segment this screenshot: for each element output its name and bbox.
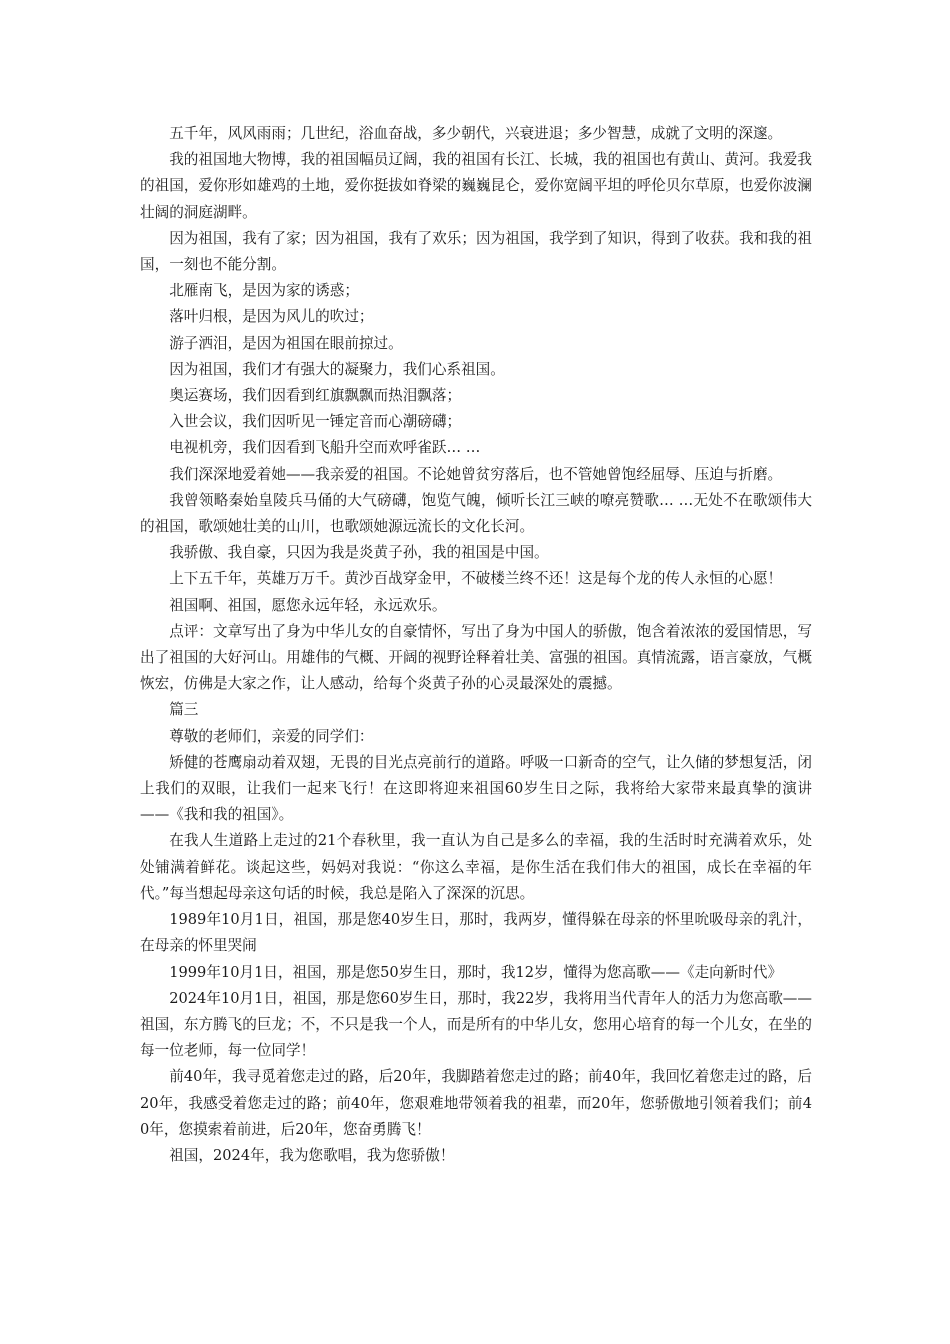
salutation: 尊敬的老师们，亲爱的同学们： [169, 727, 374, 745]
paragraph: 1989年10月1日，祖国，那是您40岁生日，那时，我两岁，懂得躲在母亲的怀里吮吸母亲的乳汁，在母亲的怀里哭闹 [140, 911, 812, 955]
paragraph: 五千年，风风雨雨；几世纪，浴血奋战，多少朝代，兴衰进退；多少智慧，成就了文明的深邃。 [169, 125, 783, 142]
paragraph: 落叶归根，是因为风儿的吹过； [169, 308, 374, 326]
paragraph: 1999年10月1日，祖国，那是您50岁生日，那时，我12岁，懂得为您高歌——《走向新时代》 [169, 963, 783, 981]
paragraph: 我们深深地爱着她——我亲爱的祖国。不论她曾贫穷落后，也不管她曾饱经屈辱、压迫与折磨。 [169, 465, 783, 483]
paragraph: 2024年10月1日，祖国，那是您60岁生日，那时，我22岁，我将用当代青年人的活力为您高歌——祖国，东方腾飞的巨龙；不，不只是我一个人，而是所有的中华儿女，您用心培育的每一个儿女，在坐的每一位老师，每一位同学！ [140, 989, 812, 1060]
document-body [140, 121, 812, 1169]
paragraph: 北雁南飞，是因为家的诱惑； [169, 282, 359, 300]
paragraph: 在我人生道路上走过的21个春秋里，我一直认为自己是多么的幸福，我的生活时时充满着欢乐，处处铺满着鲜花。谈起这些，妈妈对我说：“你这么幸福，是你生活在我们伟大的祖国，成长在幸福的年代。”每当想起母亲这句话的时候，我总是陷入了深深的沉思。 [140, 832, 812, 902]
paragraph: 矫健的苍鹰扇动着双翅，无畏的目光点亮前行的道路。呼吸一口新奇的空气，让久储的梦想复活，闭上我们的双眼，让我们一起来飞行！在这即将迎来祖国60岁生日之际，我将给大家带来最真挚的演讲——《我和我的祖国》。 [140, 753, 812, 824]
paragraph: 我曾领略秦始皇陵兵马俑的大气磅礴，饱览气魄，倾听长江三峡的嘹亮赞歌… …无处不在歌颂伟大的祖国，歌颂她壮美的山川，也歌颂她源远流长的文化长河。 [140, 491, 812, 536]
paragraph: 入世会议，我们因听见一锤定音而心潮磅礴； [169, 413, 462, 431]
paragraph: 因为祖国，我有了家；因为祖国，我有了欢乐；因为祖国，我学到了知识，得到了收获。我和我的祖国，一刻也不能分割。 [140, 229, 812, 274]
paragraph: 奥运赛场，我们因看到红旗飘飘而热泪飘落； [169, 387, 462, 405]
section-heading: 篇三 [169, 701, 199, 719]
paragraph: 因为祖国，我们才有强大的凝聚力，我们心系祖国。 [169, 360, 505, 378]
paragraph: 上下五千年，英雄万万千。黄沙百战穿金甲，不破楼兰终不还！这是每个龙的传人永恒的心愿！ [169, 570, 783, 588]
paragraph: 祖国，2024年，我为您歌唱，我为您骄傲！ [169, 1146, 455, 1164]
paragraph: 电视机旁，我们因看到飞船升空而欢呼雀跃… … [169, 439, 481, 457]
commentary-paragraph: 点评：文章写出了身为中华儿女的自豪情怀，写出了身为中国人的骄傲，饱含着浓浓的爱国情思，写出了祖国的大好河山。用雄伟的气概、开阔的视野诠释着壮美、富强的祖国。真情流露，语言豪放，气概恢宏，仿佛是大家之作，让人感动，给每个炎黄子孙的心灵最深处的震撼。 [140, 622, 812, 693]
paragraph: 祖国啊、祖国，愿您永远年轻，永远欢乐。 [169, 596, 447, 614]
paragraph: 我骄傲、我自豪，只因为我是炎黄子孙，我的祖国是中国。 [169, 544, 549, 562]
paragraph: 我的祖国地大物博，我的祖国幅员辽阔，我的祖国有长江、长城，我的祖国也有黄山、黄河。我爱我的祖国，爱你形如雄鸡的土地，爱你挺拔如脊梁的巍巍昆仑，爱你宽阔平坦的呼伦贝尔草原，也爱你波澜壮阔的洞庭湖畔。 [140, 151, 812, 221]
paragraph: 前40年，我寻觅着您走过的路，后20年，我脚踏着您走过的路；前40年，我回忆着您走过的路，后20年，我感受着您走过的路；前40年，您艰难地带领着我的祖辈，而20年，您骄傲地引领着我们；前40年，您摸索着前进，后20年，您奋勇腾飞！ [140, 1068, 812, 1138]
paragraph: 游子洒泪，是因为祖国在眼前掠过。 [169, 334, 403, 352]
